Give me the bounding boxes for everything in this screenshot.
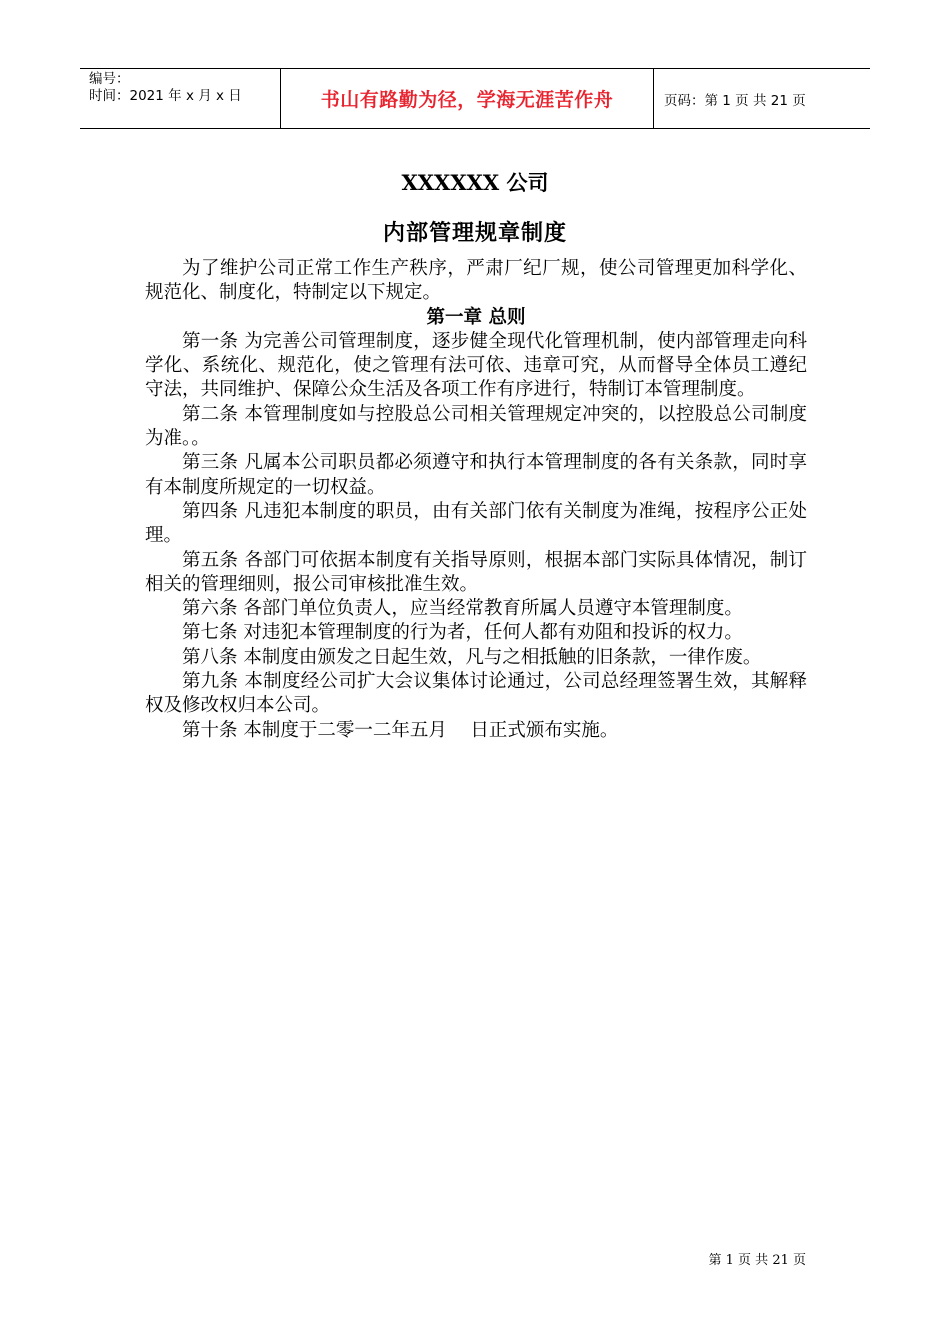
article-8: 第八条 本制度由颁发之日起生效，凡与之相抵触的旧条款，一律作废。: [182, 646, 762, 668]
document-title: 内部管理规章制度: [382, 220, 567, 246]
document-body: [145, 257, 807, 743]
page-header: [80, 68, 870, 129]
article-5: 第五条 各部门可依据本制度有关指导原则，根据本部门实际具体情况，制订相关的管理细则，报公司审核批准生效。: [145, 549, 807, 595]
document-number-label: 编号：: [89, 71, 130, 87]
header-page-number: 页码：第 1 页 共 21 页: [664, 92, 806, 109]
article-4: 第四条 凡违犯本制度的职员，由有关部门依有关制度为准绳，按程序公正处理。: [145, 500, 807, 547]
article-2: 第二条 本管理制度如与控股总公司相关管理规定冲突的，以控股总公司制度为准。。: [145, 403, 807, 450]
article-7: 第七条 对违犯本管理制度的行为者，任何人都有劝阻和投诉的权力。: [182, 622, 743, 644]
header-meta: [80, 69, 281, 128]
article-3: 第三条 凡属本公司职员都必须遵守和执行本管理制度的各有关条款，同时享有本制度所规定的一切权益。: [145, 452, 807, 498]
article-6: 第六条 各部门单位负责人，应当经常教育所属人员遵守本管理制度。: [182, 598, 743, 620]
document-time-label: 时间：2021 年 x 月 x 日: [89, 88, 242, 104]
company-name: XXXXXX 公司: [401, 170, 549, 195]
article-10: 第十条 本制度于二零一二年五月 日正式颁布实施。: [182, 719, 619, 741]
header-motto: 书山有路勤为径，学海无涯苦作舟: [281, 69, 654, 128]
intro-paragraph: 为了维护公司正常工作生产秩序，严肃厂纪厂规，使公司管理更加科学化、规范化、制度化，特制定以下规定。: [145, 258, 807, 304]
page-footer: 第 1 页 共 21 页: [708, 1253, 806, 1268]
article-9: 第九条 本制度经公司扩大会议集体讨论通过，公司总经理签署生效，其解释权及修改权归本公司。: [145, 671, 807, 717]
chapter-heading: 第一章 总则: [426, 306, 526, 328]
article-1: 第一条 为完善公司管理制度，逐步健全现代化管理机制，使内部管理走向科学化、系统化、规范化，使之管理有法可依、违章可究，从而督导全体员工遵纪守法，共同维护、保障公众生活及各项工作有序进行，特制订本管理制度。: [145, 330, 807, 401]
